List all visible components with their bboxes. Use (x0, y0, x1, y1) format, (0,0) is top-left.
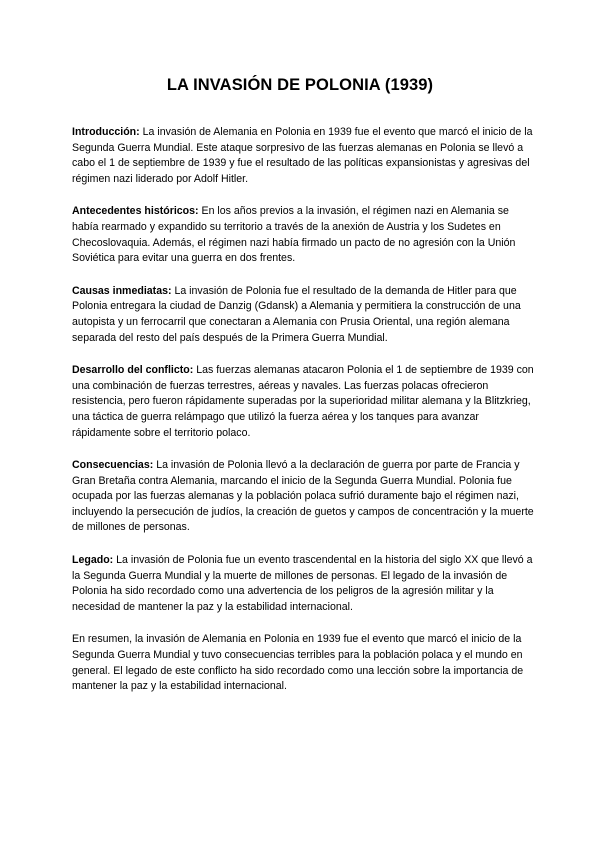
paragraph-text: En los años previos a la invasión, el régimen nazi en Alemania se había rearmado y expandido su territorio a través de la anexión de Austria y los Sudetes en Checoslovaquia. Además, el régimen nazi había firmado un pacto de no agresión con la Unión Soviética para evitar una guerra en dos frentes. (72, 205, 516, 265)
paragraph-text: La invasión de Alemania en Polonia en 1939 fue el evento que marcó el inicio de la Segunda Guerra Mundial. Este ataque sorpresivo de las fuerzas alemanas en Polonia se llevó a cabo el 1 de septiembre de 1939 y fue el resultado de las políticas expansionistas y agresivas del régimen nazi liderado por Adolf Hitler. (72, 126, 533, 185)
paragraph-text: La invasión de Polonia llevó a la declaración de guerra por parte de Francia y Gran Bretaña contra Alemania, marcando el inicio de la Segunda Guerra Mundial. Polonia fue ocupada por las fuerzas alemanas y la población polaca sufrió duramente bajo el régimen nazi, incluyendo la persecución de judíos, la creación de guetos y campos de concentración y la muerte de millones de personas. (72, 459, 534, 534)
paragraph-heading: Legado: (72, 554, 114, 567)
document-body (72, 125, 534, 712)
paragraph-heading: Desarrollo del conflicto: (72, 364, 194, 377)
paragraph-text: En resumen, la invasión de Alemania en Polonia en 1939 fue el evento que marcó el inicio de la Segunda Guerra Mundial y tuvo consecuencias terribles para la población polaca y el mundo en general. El legado de este conflicto ha sido recordado como una lección sobre la importancia de mantener la paz y la estabilidad internacional. (72, 633, 524, 693)
paragraph-legado (72, 553, 534, 615)
paragraph-resumen (72, 632, 534, 694)
paragraph-consecuencias (72, 458, 534, 536)
paragraph-causas (72, 284, 534, 346)
paragraph-text: La invasión de Polonia fue el resultado de la demanda de Hitler para que Polonia entregara la ciudad de Danzig (Gdansk) a Alemania y permitiera la construcción de una autopista y un ferrocarril que conectaran a Alemania con Prusia Oriental, una región alemana separada del resto del país después de la Primera Guerra Mundial. (72, 284, 521, 344)
paragraph-heading: Introducción: (72, 126, 140, 138)
document-title: LA INVASIÓN DE POLONIA (1939) (166, 76, 434, 94)
paragraph-heading: Causas inmediatas: (72, 284, 172, 297)
paragraph-heading: Antecedentes históricos: (72, 205, 199, 218)
paragraph-text: Las fuerzas alemanas atacaron Polonia el 1 de septiembre de 1939 con una combinación de fuerzas terrestres, aéreas y navales. Las fuerzas polacas ofrecieron resistencia, pero fueron rápidamente superadas por la superioridad militar alemana y la Blitzkrieg, una táctica de guerra relámpago que utilizó la fuerza aérea y los tanques para avanzar rápidamente sobre el territorio polaco. (72, 364, 534, 439)
paragraph-heading: Consecuencias: (72, 459, 154, 472)
paragraph-antecedentes (72, 204, 534, 266)
paragraph-text: La invasión de Polonia fue un evento trascendental en la historia del siglo XX que llevó a la Segunda Guerra Mundial y la muerte de millones de personas. El legado de la invasión de Polonia ha sido recordado como una advertencia de los peligros de la agresión militar y la necesidad de mantener la paz y la estabilidad internacional. (72, 554, 533, 613)
paragraph-desarrollo (72, 363, 534, 441)
paragraph-introduccion (72, 125, 534, 187)
